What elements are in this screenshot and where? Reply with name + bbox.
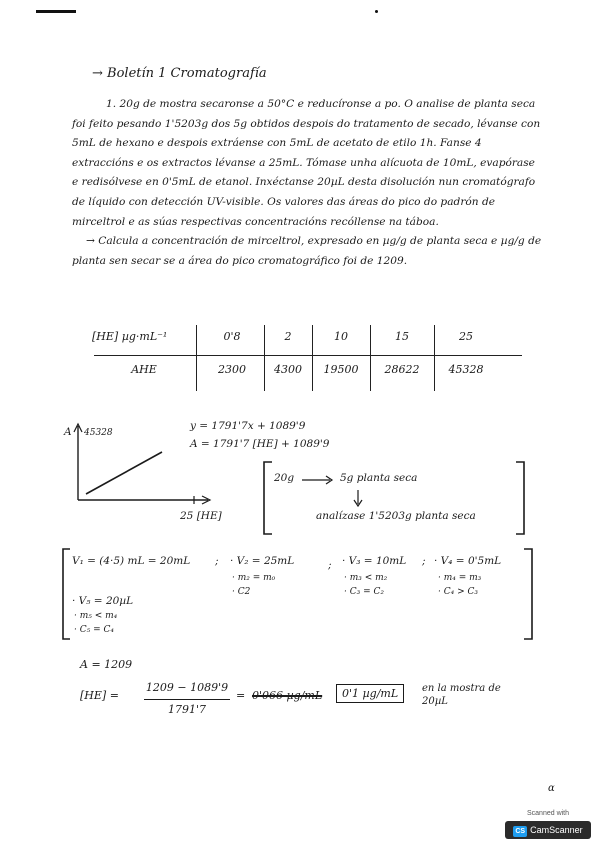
volume-3-mass: · m₃ < m₂ bbox=[344, 573, 388, 583]
volume-4: · V₄ = 0'5mL bbox=[434, 555, 502, 567]
table-cell: 15 bbox=[395, 330, 409, 343]
problem-statement bbox=[72, 95, 542, 271]
result-numerator: 1209 − 1089'9 bbox=[145, 681, 229, 694]
calibration-line bbox=[86, 452, 162, 494]
table-row-label: AHE bbox=[131, 363, 157, 376]
camscanner-logo-icon: CS bbox=[515, 828, 526, 835]
volume-4-mass: · m₄ = m₃ bbox=[438, 573, 482, 583]
volume-2: · V₂ = 25mL bbox=[230, 555, 295, 567]
table-row-area bbox=[92, 363, 522, 393]
result-denominator: 1791'7 bbox=[167, 703, 207, 716]
problem-paragraph: 1. 20g de mostra secaronse a 50°C e reducíronse a po. O analise de planta seca foi feito pesando 1'5203g dos 5g obtidos despois do tratamento de secado, lévanse con 5mL de hexano e despois extráense con 5mL de acetato de etilo 1h. Fanse 4 extraccións e os extractos lévanse a 25mL. Tómase unha alícuota de 10mL, evapórase e redisólvese en 0'5mL de etanol. Inxéctanse 20µL desta disolución nun cromatógrafo de líquido con detección UV-visible. Os valores das áreas do pico do padrón de mirceltrol e as súas respectivas concentracións recóllense na táboa. bbox=[72, 98, 541, 228]
corner-mark: ɑ bbox=[548, 783, 555, 794]
table-cell: 28622 bbox=[384, 363, 420, 376]
top-scan-mark bbox=[36, 10, 76, 13]
volume-2-mass: · m₂ = m₀ bbox=[232, 573, 276, 583]
result-lhs: [HE] = bbox=[80, 689, 119, 702]
regression-equation: y = 1791'7x + 1089'9 bbox=[190, 420, 306, 432]
volume-separator: ; bbox=[422, 555, 426, 567]
analysed-mass: analízase 1'5203g planta seca bbox=[316, 510, 476, 522]
crossed-out-value: 0'066 µg/mL bbox=[252, 689, 323, 702]
y-top-label: 45328 bbox=[84, 428, 113, 438]
table-cell: 45328 bbox=[448, 363, 484, 376]
sample-bracket bbox=[258, 458, 530, 538]
page-title: → Boletín 1 Cromatografía bbox=[92, 66, 267, 81]
result-equals: = bbox=[236, 689, 246, 702]
table-cell: 2 bbox=[284, 330, 292, 343]
table-cell: 25 bbox=[459, 330, 473, 343]
volume-5-conc: · C₅ = C₄ bbox=[74, 625, 114, 635]
volume-4-conc: · C₄ > C₃ bbox=[438, 587, 478, 597]
dry-mass: 5g planta seca bbox=[340, 472, 418, 484]
top-scan-dot bbox=[375, 10, 378, 13]
regression-equation-area: A = 1791'7 [HE] + 1089'9 bbox=[190, 438, 330, 450]
volume-1: V₁ = (4·5) mL = 20mL bbox=[72, 555, 191, 567]
fraction-bar bbox=[144, 699, 230, 700]
table-cell: 4300 bbox=[274, 363, 302, 376]
scanner-brand: CamScanner bbox=[530, 825, 583, 835]
table-cell: 10 bbox=[334, 330, 348, 343]
volume-3-conc: · C₃ = C₂ bbox=[344, 587, 384, 597]
result-note: en la mostra de 20µL bbox=[422, 683, 501, 707]
volume-5-mass: · m₅ < m₄ bbox=[74, 611, 118, 621]
y-axis-label: A bbox=[64, 426, 72, 438]
table-cell: 2300 bbox=[218, 363, 246, 376]
calibration-sketch bbox=[58, 418, 248, 528]
volume-5: · V₅ = 20µL bbox=[72, 595, 134, 607]
scanner-badge bbox=[505, 821, 591, 839]
volume-separator: ; bbox=[328, 559, 332, 571]
volume-3: · V₃ = 10mL bbox=[342, 555, 407, 567]
given-area: A = 1209 bbox=[80, 658, 133, 671]
calibration-table bbox=[92, 323, 522, 398]
table-row-concentration bbox=[92, 330, 522, 360]
table-header-label: [HE] µg·mL⁻¹ bbox=[92, 330, 168, 343]
bracket-lines bbox=[258, 458, 530, 538]
volume-2-conc: · C2 bbox=[232, 587, 251, 597]
table-cell: 0'8 bbox=[223, 330, 241, 343]
x-end-label: 25 [HE] bbox=[180, 510, 222, 522]
scanner-label: Scanned with bbox=[526, 810, 570, 817]
sample-mass: 20g bbox=[274, 472, 295, 484]
table-cell: 19500 bbox=[323, 363, 359, 376]
volumes-bracket bbox=[60, 545, 535, 645]
problem-question: → Calcula a concentración de mirceltrol, expresado en µg/g de planta seca e µg/g de planta sen secar se a área do pico cromatográfico foi de 1209. bbox=[72, 235, 542, 267]
volume-separator: ; bbox=[215, 555, 219, 567]
result-boxed: 0'1 µg/mL bbox=[336, 684, 404, 703]
camscanner-watermark bbox=[505, 810, 591, 844]
